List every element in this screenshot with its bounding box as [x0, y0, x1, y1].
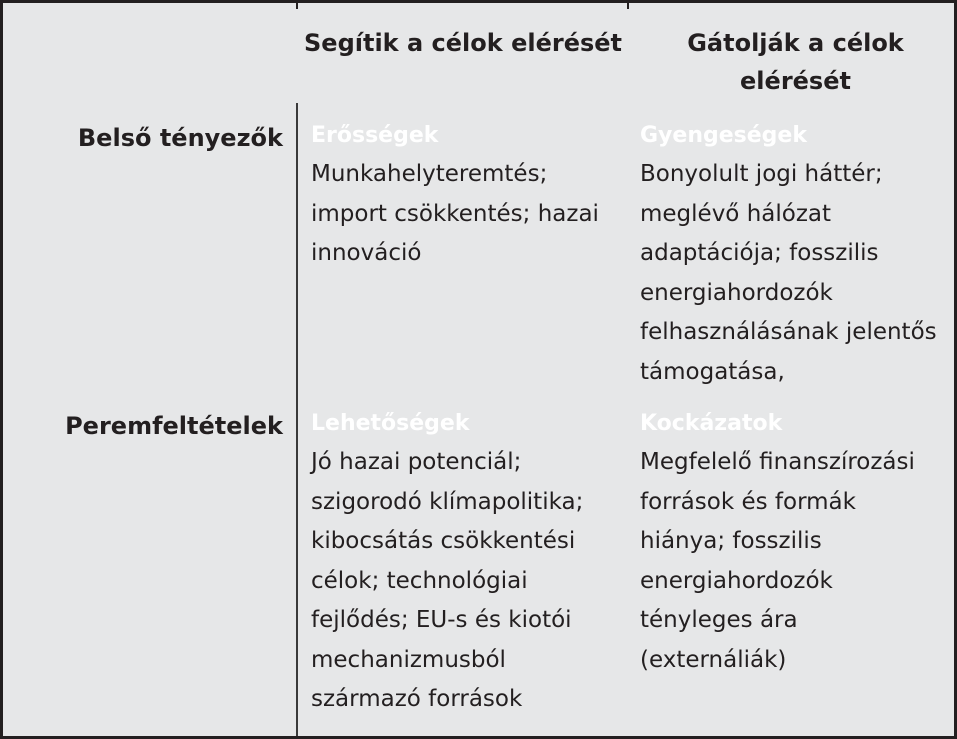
- row-label-boundary-conditions: Peremfeltételek: [65, 412, 283, 440]
- strengths-body: Munkahelyteremtés; import csökkentés; hazai innováció: [311, 161, 599, 266]
- column-divider: [296, 103, 298, 736]
- threats-body: Megfelelő finanszírozási források és formák hiánya; fosszilis energiahordozók tényleges ára (externáliák): [640, 449, 915, 673]
- opportunities-body: Jó hazai potenciál; szigorodó klímapolitika; kibocsátás csökkentési célok; technológiai fejlődés; EU-s és kiotói mechanizmusból származó források: [311, 449, 584, 712]
- cell-opportunities: [311, 409, 621, 720]
- column-tick-left: [296, 3, 298, 9]
- column-tick-right: [627, 3, 629, 9]
- strengths-title: Erősségek: [311, 123, 439, 148]
- opportunities-title: Lehetőségek: [311, 411, 470, 436]
- cell-threats: [640, 409, 950, 680]
- cell-weaknesses: [640, 121, 950, 392]
- header-hinders-goals: Gátolják a célok elérését: [687, 29, 904, 95]
- row-label-internal: Belső tényezők: [77, 124, 283, 152]
- header-helps-goals: Segítik a célok elérését: [304, 29, 622, 57]
- cell-strengths: [311, 121, 621, 274]
- weaknesses-body: Bonyolult jogi háttér; meglévő hálózat adaptációja; fosszilis energiahordozók felhasználásának jelentős támogatása,: [640, 161, 937, 385]
- weaknesses-title: Gyengeségek: [640, 123, 807, 148]
- threats-title: Kockázatok: [640, 411, 783, 436]
